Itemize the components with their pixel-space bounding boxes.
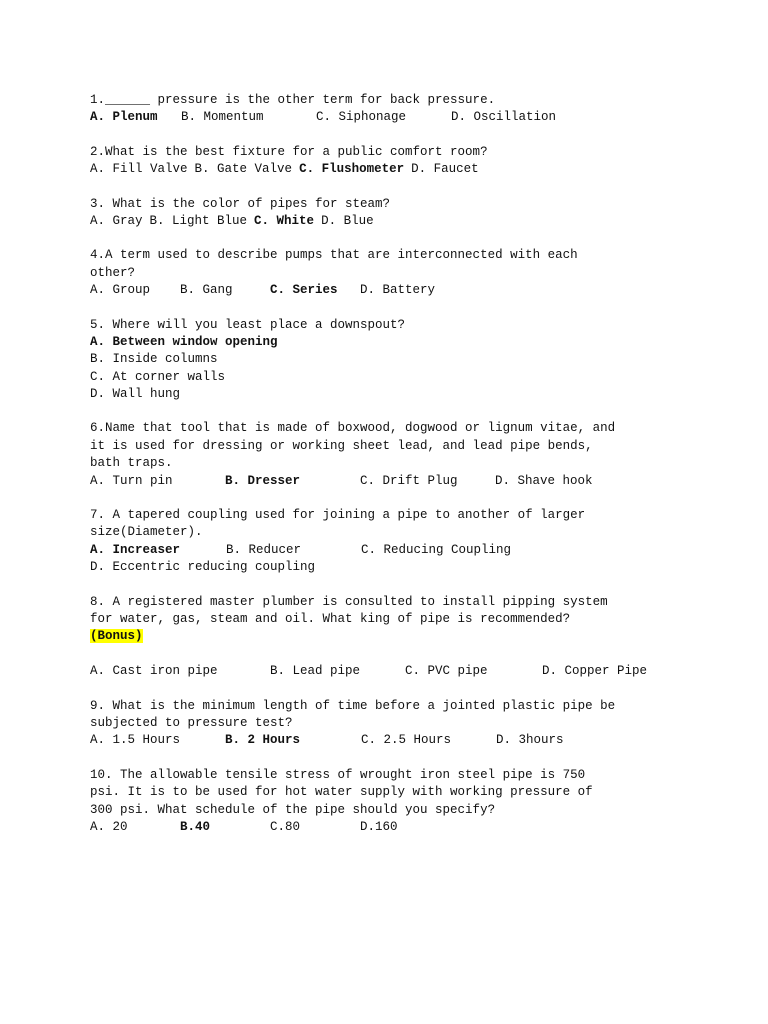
option-c: C.80 — [270, 819, 301, 834]
option-b: B. Gang — [180, 283, 233, 298]
option-b: B. Gate Valve — [194, 162, 293, 177]
question-text: 4.A term used to describe pumps that are interconnected with each — [90, 248, 578, 263]
question-text: 1.______ pressure is the other term for back pressure. — [90, 93, 496, 107]
option-d: D.160 — [360, 819, 398, 834]
bonus-row — [90, 628, 730, 645]
question-9 — [90, 698, 730, 750]
options-row — [90, 213, 730, 230]
question-1 — [90, 92, 730, 127]
blank-line — [90, 646, 730, 663]
option-d: D. Battery — [360, 283, 436, 298]
option-a: A. Turn pin — [90, 473, 173, 488]
option-a: A. Between window opening — [90, 334, 278, 349]
question-text: 7. A tapered coupling used for joining a pipe to another of larger — [90, 508, 586, 523]
option-a: A. Cast iron pipe — [90, 664, 218, 679]
option-b: B. Lead pipe — [270, 664, 361, 679]
options-row — [90, 282, 730, 299]
option-a: A. 20 — [90, 819, 128, 834]
options-row — [90, 663, 730, 680]
option-d: D. 3hours — [496, 733, 564, 748]
option-c: C. 2.5 Hours — [361, 733, 452, 748]
question-text: 6.Name that tool that is made of boxwood, dogwood or lignum vitae, and — [90, 421, 616, 436]
option-a: A. Fill Valve — [90, 162, 188, 177]
option-b: B.40 — [180, 819, 211, 834]
bonus-badge: (Bonus) — [90, 629, 143, 644]
option-d: D. Oscillation — [451, 110, 557, 125]
quiz-page — [90, 92, 730, 853]
option-c: C. At corner walls — [90, 369, 226, 384]
question-text: psi. It is to be used for hot water supply with working pressure of — [90, 785, 593, 800]
option-d-row — [90, 559, 730, 576]
question-text: subjected to pressure test? — [90, 715, 293, 730]
question-6 — [90, 420, 730, 490]
option-a: A. 1.5 Hours — [90, 733, 181, 748]
options-row — [90, 542, 730, 559]
question-8 — [90, 594, 730, 681]
question-text: 8. A registered master plumber is consulted to install pipping system — [90, 594, 608, 609]
options-row — [90, 732, 730, 749]
question-10 — [90, 767, 730, 837]
question-3 — [90, 196, 730, 231]
question-7 — [90, 507, 730, 577]
option-b: B. Inside columns — [90, 352, 218, 367]
question-2 — [90, 144, 730, 179]
option-b: B. Light Blue — [149, 213, 248, 228]
option-b-row — [90, 351, 730, 368]
option-c: C. Siphonage — [316, 110, 407, 125]
question-text: 300 psi. What schedule of the pipe should you specify? — [90, 802, 496, 817]
option-b: B. Momentum — [181, 110, 264, 125]
question-5 — [90, 317, 730, 404]
option-c-row — [90, 369, 730, 386]
question-text: bath traps. — [90, 456, 173, 471]
question-text: 2.What is the best fixture for a public comfort room? — [90, 144, 488, 159]
question-text: 5. Where will you least place a downspout? — [90, 317, 406, 332]
question-text: for water, gas, steam and oil. What king of pipe is recommended? — [90, 611, 571, 626]
option-d: D. Eccentric reducing coupling — [90, 560, 316, 575]
option-b: B. 2 Hours — [225, 733, 301, 748]
option-c: C. Flushometer — [299, 162, 405, 177]
options-row — [90, 819, 730, 836]
option-c: C. Drift Plug — [360, 473, 458, 488]
option-c: C. Reducing Coupling — [361, 542, 512, 557]
option-a: A. Increaser — [90, 542, 181, 557]
option-c: C. Series — [270, 283, 338, 298]
option-a: A. Group — [90, 283, 151, 298]
options-row — [90, 109, 730, 126]
option-b: B. Reducer — [226, 542, 302, 557]
option-a-row — [90, 334, 730, 351]
option-c: C. PVC pipe — [405, 664, 488, 679]
option-d: D. Shave hook — [495, 473, 593, 488]
question-text: 10. The allowable tensile stress of wrought iron steel pipe is 750 — [90, 767, 586, 782]
option-b: B. Dresser — [225, 473, 301, 488]
option-d: D. Blue — [321, 213, 374, 228]
question-text: it is used for dressing or working sheet lead, and lead pipe bends, — [90, 438, 593, 453]
option-d: D. Copper Pipe — [542, 664, 648, 679]
question-text: 3. What is the color of pipes for steam? — [90, 196, 391, 211]
question-4 — [90, 247, 730, 299]
option-d: D. Wall hung — [90, 387, 181, 402]
option-c: C. White — [254, 213, 315, 228]
option-d-row — [90, 386, 730, 403]
option-a: A. Plenum — [90, 110, 158, 125]
option-d: D. Faucet — [411, 162, 479, 177]
question-text: size(Diameter). — [90, 525, 203, 540]
options-row — [90, 161, 730, 178]
question-text: other? — [90, 265, 136, 280]
options-row — [90, 473, 730, 490]
option-a: A. Gray — [90, 213, 143, 228]
question-text: 9. What is the minimum length of time before a jointed plastic pipe be — [90, 698, 616, 713]
